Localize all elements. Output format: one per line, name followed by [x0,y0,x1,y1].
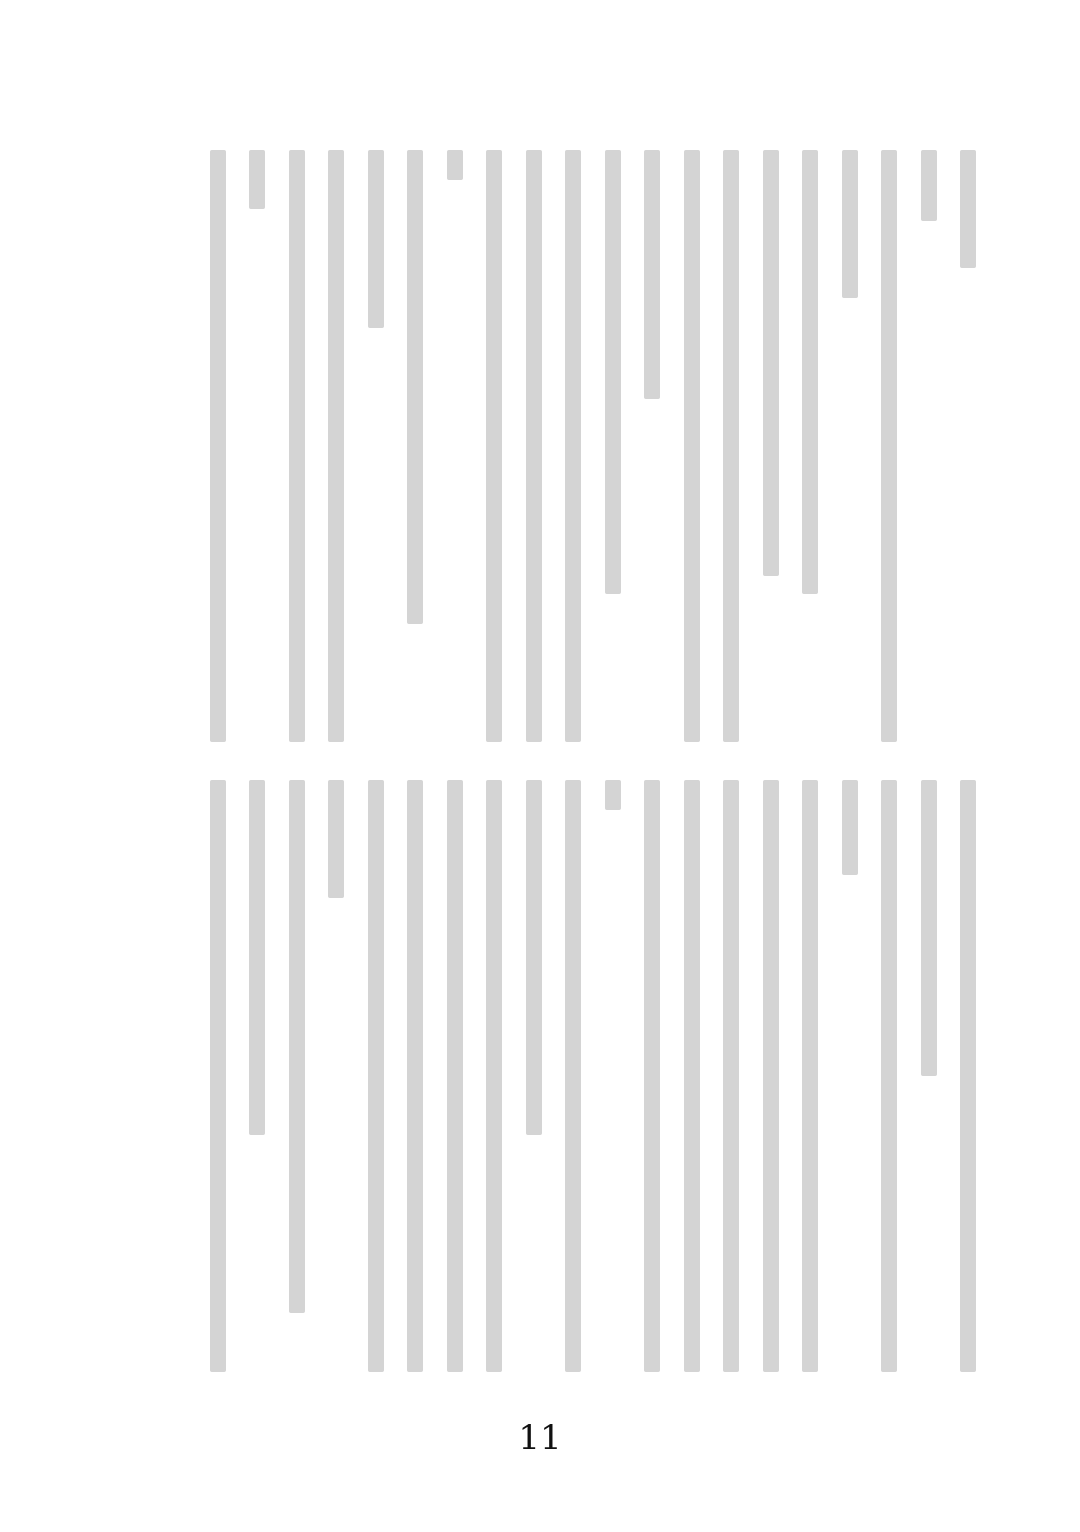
text-line-placeholder [881,780,897,1372]
text-line-placeholder [723,780,739,1372]
text-line-placeholder [960,150,976,268]
text-line-placeholder [328,780,344,898]
text-line-placeholder [763,780,779,1372]
text-line-placeholder [210,150,226,742]
text-line-placeholder [289,150,305,742]
text-line-placeholder [960,780,976,1372]
text-line-placeholder [526,780,542,1135]
text-line-placeholder [447,780,463,1372]
text-line-placeholder [368,150,384,328]
text-line-placeholder [921,780,937,1076]
text-line-placeholder [486,150,502,742]
text-line-placeholder [249,780,265,1135]
text-line-placeholder [407,780,423,1372]
text-line-placeholder [526,150,542,742]
text-line-placeholder [447,150,463,180]
text-line-placeholder [605,150,621,594]
text-line-placeholder [684,780,700,1372]
text-line-placeholder [802,150,818,594]
text-line-placeholder [249,150,265,209]
vertical-text-block-top [160,150,980,750]
page-number: 11 [518,1418,562,1458]
text-line-placeholder [289,780,305,1313]
text-line-placeholder [565,150,581,742]
vertical-text-block-bottom [160,780,980,1380]
text-line-placeholder [368,780,384,1372]
text-line-placeholder [644,150,660,399]
text-line-placeholder [763,150,779,576]
text-line-placeholder [210,780,226,1372]
text-line-placeholder [921,150,937,221]
text-line-placeholder [328,150,344,742]
text-line-placeholder [486,780,502,1372]
text-line-placeholder [644,780,660,1372]
text-line-placeholder [684,150,700,742]
text-line-placeholder [723,150,739,742]
text-line-placeholder [565,780,581,1372]
text-line-placeholder [842,150,858,298]
text-line-placeholder [605,780,621,810]
text-line-placeholder [407,150,423,624]
text-line-placeholder [842,780,858,875]
text-line-placeholder [802,780,818,1372]
text-line-placeholder [881,150,897,742]
